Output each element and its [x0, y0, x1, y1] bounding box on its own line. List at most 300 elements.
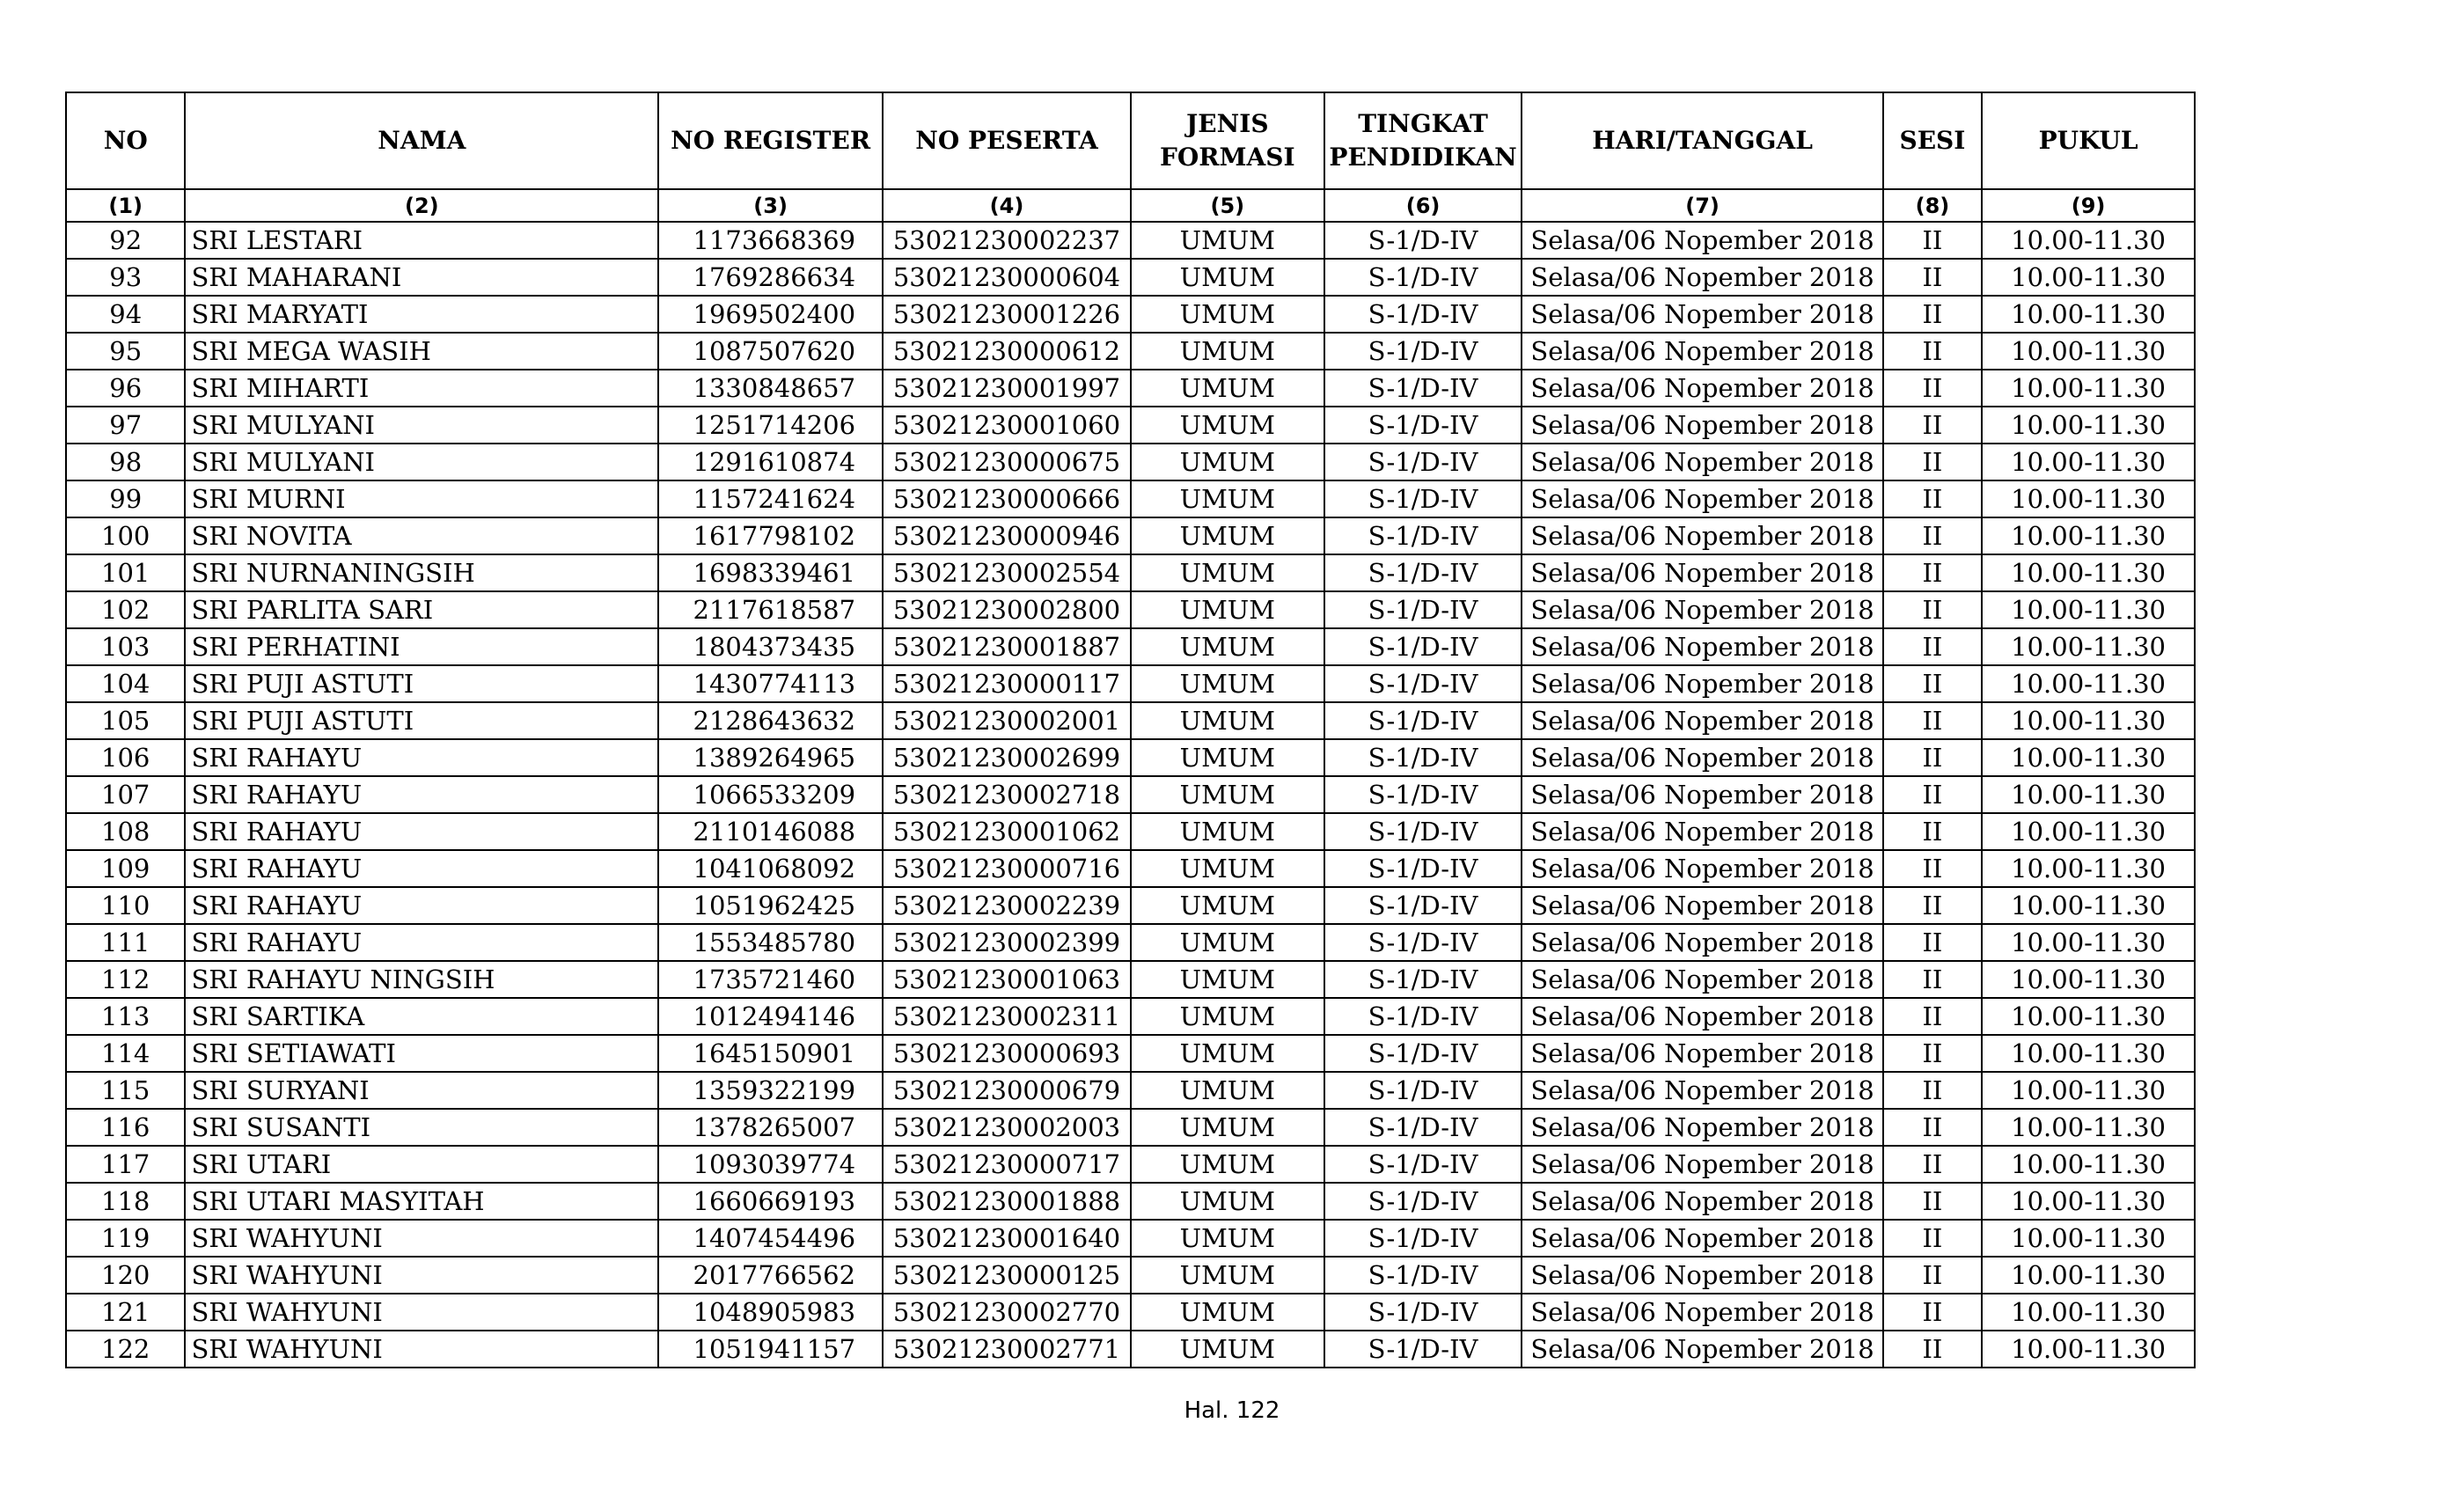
cell-no: 122 — [66, 1331, 185, 1368]
table-row — [66, 591, 2195, 628]
cell-sesi: II — [1883, 296, 1982, 333]
cell-nama: SRI PUJI ASTUTI — [185, 702, 658, 739]
cell-pukul: 10.00-11.30 — [1982, 739, 2195, 776]
column-number: (2) — [185, 189, 658, 222]
cell-hari-tanggal: Selasa/06 Nopember 2018 — [1522, 1072, 1882, 1109]
cell-sesi: II — [1883, 1220, 1982, 1257]
cell-no-peserta: 53021230002800 — [883, 591, 1131, 628]
cell-tingkat-pendidikan: S-1/D-IV — [1324, 1220, 1522, 1257]
cell-jenis-formasi: UMUM — [1131, 444, 1324, 480]
cell-jenis-formasi: UMUM — [1131, 1331, 1324, 1368]
cell-no: 107 — [66, 776, 185, 813]
cell-hari-tanggal: Selasa/06 Nopember 2018 — [1522, 370, 1882, 407]
cell-no: 104 — [66, 665, 185, 702]
cell-hari-tanggal: Selasa/06 Nopember 2018 — [1522, 628, 1882, 665]
cell-tingkat-pendidikan: S-1/D-IV — [1324, 1035, 1522, 1072]
cell-hari-tanggal: Selasa/06 Nopember 2018 — [1522, 1294, 1882, 1331]
cell-no: 97 — [66, 407, 185, 444]
column-number: (6) — [1324, 189, 1522, 222]
cell-pukul: 10.00-11.30 — [1982, 1257, 2195, 1294]
cell-nama: SRI PARLITA SARI — [185, 591, 658, 628]
cell-jenis-formasi: UMUM — [1131, 1035, 1324, 1072]
cell-tingkat-pendidikan: S-1/D-IV — [1324, 222, 1522, 259]
cell-nama: SRI RAHAYU — [185, 813, 658, 850]
table-row — [66, 296, 2195, 333]
cell-tingkat-pendidikan: S-1/D-IV — [1324, 1294, 1522, 1331]
header-no-register: NO REGISTER — [658, 92, 883, 189]
table-row — [66, 1220, 2195, 1257]
cell-jenis-formasi: UMUM — [1131, 591, 1324, 628]
cell-sesi: II — [1883, 998, 1982, 1035]
cell-no-peserta: 53021230001997 — [883, 370, 1131, 407]
header-row — [66, 92, 2195, 189]
cell-nama: SRI RAHAYU NINGSIH — [185, 961, 658, 998]
participant-schedule-table — [65, 92, 2196, 1368]
cell-tingkat-pendidikan: S-1/D-IV — [1324, 407, 1522, 444]
cell-no: 121 — [66, 1294, 185, 1331]
cell-hari-tanggal: Selasa/06 Nopember 2018 — [1522, 407, 1882, 444]
cell-hari-tanggal: Selasa/06 Nopember 2018 — [1522, 813, 1882, 850]
cell-no: 119 — [66, 1220, 185, 1257]
header-hari-tanggal: HARI/TANGGAL — [1522, 92, 1882, 189]
table-row — [66, 1072, 2195, 1109]
cell-sesi: II — [1883, 1035, 1982, 1072]
cell-no-register: 2117618587 — [658, 591, 883, 628]
cell-no-register: 1066533209 — [658, 776, 883, 813]
cell-no: 95 — [66, 333, 185, 370]
cell-hari-tanggal: Selasa/06 Nopember 2018 — [1522, 1220, 1882, 1257]
cell-no-register: 1698339461 — [658, 554, 883, 591]
cell-jenis-formasi: UMUM — [1131, 850, 1324, 887]
cell-no-peserta: 53021230000666 — [883, 480, 1131, 517]
cell-no-register: 1093039774 — [658, 1146, 883, 1183]
cell-sesi: II — [1883, 480, 1982, 517]
cell-no-register: 1407454496 — [658, 1220, 883, 1257]
cell-no-peserta: 53021230002399 — [883, 924, 1131, 961]
header-tingkat-pendidikan: TINGKAT PENDIDIKAN — [1324, 92, 1522, 189]
cell-tingkat-pendidikan: S-1/D-IV — [1324, 554, 1522, 591]
cell-pukul: 10.00-11.30 — [1982, 1220, 2195, 1257]
cell-no: 120 — [66, 1257, 185, 1294]
cell-no-peserta: 53021230001888 — [883, 1183, 1131, 1220]
cell-tingkat-pendidikan: S-1/D-IV — [1324, 1146, 1522, 1183]
cell-jenis-formasi: UMUM — [1131, 296, 1324, 333]
cell-hari-tanggal: Selasa/06 Nopember 2018 — [1522, 850, 1882, 887]
cell-jenis-formasi: UMUM — [1131, 998, 1324, 1035]
cell-no: 108 — [66, 813, 185, 850]
cell-no-register: 2110146088 — [658, 813, 883, 850]
cell-tingkat-pendidikan: S-1/D-IV — [1324, 850, 1522, 887]
cell-pukul: 10.00-11.30 — [1982, 370, 2195, 407]
cell-no-register: 1048905983 — [658, 1294, 883, 1331]
cell-nama: SRI MULYANI — [185, 407, 658, 444]
cell-jenis-formasi: UMUM — [1131, 1257, 1324, 1294]
cell-jenis-formasi: UMUM — [1131, 1183, 1324, 1220]
cell-no: 103 — [66, 628, 185, 665]
cell-pukul: 10.00-11.30 — [1982, 444, 2195, 480]
cell-no-peserta: 53021230001640 — [883, 1220, 1131, 1257]
cell-nama: SRI MEGA WASIH — [185, 333, 658, 370]
table-row — [66, 887, 2195, 924]
cell-jenis-formasi: UMUM — [1131, 333, 1324, 370]
cell-no-peserta: 53021230002770 — [883, 1294, 1131, 1331]
cell-hari-tanggal: Selasa/06 Nopember 2018 — [1522, 739, 1882, 776]
cell-hari-tanggal: Selasa/06 Nopember 2018 — [1522, 924, 1882, 961]
cell-tingkat-pendidikan: S-1/D-IV — [1324, 333, 1522, 370]
cell-pukul: 10.00-11.30 — [1982, 1035, 2195, 1072]
cell-no-peserta: 53021230000717 — [883, 1146, 1131, 1183]
cell-hari-tanggal: Selasa/06 Nopember 2018 — [1522, 1331, 1882, 1368]
cell-tingkat-pendidikan: S-1/D-IV — [1324, 961, 1522, 998]
table-row — [66, 259, 2195, 296]
cell-no-register: 2017766562 — [658, 1257, 883, 1294]
header-no-peserta: NO PESERTA — [883, 92, 1131, 189]
column-number: (4) — [883, 189, 1131, 222]
cell-no-peserta: 53021230001060 — [883, 407, 1131, 444]
cell-sesi: II — [1883, 370, 1982, 407]
cell-no: 92 — [66, 222, 185, 259]
cell-nama: SRI WAHYUNI — [185, 1294, 658, 1331]
cell-no: 113 — [66, 998, 185, 1035]
cell-no-register: 1157241624 — [658, 480, 883, 517]
cell-no-peserta: 53021230002003 — [883, 1109, 1131, 1146]
cell-nama: SRI NOVITA — [185, 517, 658, 554]
cell-nama: SRI WAHYUNI — [185, 1257, 658, 1294]
cell-sesi: II — [1883, 776, 1982, 813]
cell-no-peserta: 53021230002001 — [883, 702, 1131, 739]
cell-no-register: 1735721460 — [658, 961, 883, 998]
column-number: (7) — [1522, 189, 1882, 222]
cell-sesi: II — [1883, 887, 1982, 924]
cell-nama: SRI SARTIKA — [185, 998, 658, 1035]
cell-tingkat-pendidikan: S-1/D-IV — [1324, 1109, 1522, 1146]
cell-jenis-formasi: UMUM — [1131, 1220, 1324, 1257]
cell-hari-tanggal: Selasa/06 Nopember 2018 — [1522, 480, 1882, 517]
cell-no-peserta: 53021230001887 — [883, 628, 1131, 665]
cell-nama: SRI LESTARI — [185, 222, 658, 259]
cell-jenis-formasi: UMUM — [1131, 407, 1324, 444]
table-row — [66, 333, 2195, 370]
cell-hari-tanggal: Selasa/06 Nopember 2018 — [1522, 665, 1882, 702]
cell-no: 99 — [66, 480, 185, 517]
cell-nama: SRI MURNI — [185, 480, 658, 517]
header-nama: NAMA — [185, 92, 658, 189]
cell-hari-tanggal: Selasa/06 Nopember 2018 — [1522, 333, 1882, 370]
cell-tingkat-pendidikan: S-1/D-IV — [1324, 444, 1522, 480]
cell-pukul: 10.00-11.30 — [1982, 1109, 2195, 1146]
cell-pukul: 10.00-11.30 — [1982, 776, 2195, 813]
cell-tingkat-pendidikan: S-1/D-IV — [1324, 259, 1522, 296]
table-row — [66, 628, 2195, 665]
cell-no: 94 — [66, 296, 185, 333]
cell-sesi: II — [1883, 407, 1982, 444]
table-row — [66, 1331, 2195, 1368]
cell-sesi: II — [1883, 961, 1982, 998]
cell-sesi: II — [1883, 259, 1982, 296]
table-row — [66, 370, 2195, 407]
cell-pukul: 10.00-11.30 — [1982, 961, 2195, 998]
table-row — [66, 998, 2195, 1035]
cell-nama: SRI RAHAYU — [185, 850, 658, 887]
cell-tingkat-pendidikan: S-1/D-IV — [1324, 480, 1522, 517]
table-row — [66, 961, 2195, 998]
cell-pukul: 10.00-11.30 — [1982, 924, 2195, 961]
cell-nama: SRI MARYATI — [185, 296, 658, 333]
cell-nama: SRI RAHAYU — [185, 887, 658, 924]
cell-no-register: 1430774113 — [658, 665, 883, 702]
cell-no-peserta: 53021230002237 — [883, 222, 1131, 259]
cell-no-register: 1041068092 — [658, 850, 883, 887]
cell-pukul: 10.00-11.30 — [1982, 222, 2195, 259]
cell-pukul: 10.00-11.30 — [1982, 1072, 2195, 1109]
cell-jenis-formasi: UMUM — [1131, 813, 1324, 850]
cell-hari-tanggal: Selasa/06 Nopember 2018 — [1522, 1035, 1882, 1072]
table-body — [66, 222, 2195, 1368]
cell-hari-tanggal: Selasa/06 Nopember 2018 — [1522, 961, 1882, 998]
cell-no-register: 1553485780 — [658, 924, 883, 961]
cell-no: 116 — [66, 1109, 185, 1146]
cell-pukul: 10.00-11.30 — [1982, 333, 2195, 370]
cell-hari-tanggal: Selasa/06 Nopember 2018 — [1522, 517, 1882, 554]
cell-pukul: 10.00-11.30 — [1982, 1146, 2195, 1183]
cell-hari-tanggal: Selasa/06 Nopember 2018 — [1522, 887, 1882, 924]
cell-nama: SRI RAHAYU — [185, 739, 658, 776]
cell-pukul: 10.00-11.30 — [1982, 480, 2195, 517]
cell-jenis-formasi: UMUM — [1131, 739, 1324, 776]
cell-no: 118 — [66, 1183, 185, 1220]
cell-no-register: 2128643632 — [658, 702, 883, 739]
cell-no-peserta: 53021230000125 — [883, 1257, 1131, 1294]
cell-nama: SRI SETIAWATI — [185, 1035, 658, 1072]
cell-sesi: II — [1883, 1109, 1982, 1146]
cell-tingkat-pendidikan: S-1/D-IV — [1324, 1183, 1522, 1220]
table-row — [66, 739, 2195, 776]
cell-nama: SRI WAHYUNI — [185, 1331, 658, 1368]
cell-no-register: 1769286634 — [658, 259, 883, 296]
cell-jenis-formasi: UMUM — [1131, 370, 1324, 407]
cell-tingkat-pendidikan: S-1/D-IV — [1324, 517, 1522, 554]
cell-no-register: 1051962425 — [658, 887, 883, 924]
cell-nama: SRI WAHYUNI — [185, 1220, 658, 1257]
cell-no-register: 1251714206 — [658, 407, 883, 444]
cell-pukul: 10.00-11.30 — [1982, 407, 2195, 444]
cell-no-peserta: 53021230002718 — [883, 776, 1131, 813]
cell-sesi: II — [1883, 813, 1982, 850]
cell-no-peserta: 53021230000612 — [883, 333, 1131, 370]
cell-sesi: II — [1883, 850, 1982, 887]
column-number-row — [66, 189, 2195, 222]
table-row — [66, 665, 2195, 702]
cell-tingkat-pendidikan: S-1/D-IV — [1324, 739, 1522, 776]
cell-sesi: II — [1883, 591, 1982, 628]
cell-nama: SRI SUSANTI — [185, 1109, 658, 1146]
table-row — [66, 1035, 2195, 1072]
cell-sesi: II — [1883, 1257, 1982, 1294]
cell-hari-tanggal: Selasa/06 Nopember 2018 — [1522, 591, 1882, 628]
cell-sesi: II — [1883, 1072, 1982, 1109]
cell-no: 112 — [66, 961, 185, 998]
cell-no: 117 — [66, 1146, 185, 1183]
cell-tingkat-pendidikan: S-1/D-IV — [1324, 776, 1522, 813]
cell-jenis-formasi: UMUM — [1131, 887, 1324, 924]
cell-jenis-formasi: UMUM — [1131, 222, 1324, 259]
cell-hari-tanggal: Selasa/06 Nopember 2018 — [1522, 554, 1882, 591]
cell-sesi: II — [1883, 444, 1982, 480]
column-number: (5) — [1131, 189, 1324, 222]
header-pukul: PUKUL — [1982, 92, 2195, 189]
cell-tingkat-pendidikan: S-1/D-IV — [1324, 813, 1522, 850]
table-row — [66, 444, 2195, 480]
cell-pukul: 10.00-11.30 — [1982, 813, 2195, 850]
cell-sesi: II — [1883, 924, 1982, 961]
cell-sesi: II — [1883, 739, 1982, 776]
table-row — [66, 1294, 2195, 1331]
cell-no-register: 1051941157 — [658, 1331, 883, 1368]
cell-jenis-formasi: UMUM — [1131, 1109, 1324, 1146]
cell-sesi: II — [1883, 222, 1982, 259]
cell-pukul: 10.00-11.30 — [1982, 850, 2195, 887]
cell-nama: SRI NURNANINGSIH — [185, 554, 658, 591]
cell-sesi: II — [1883, 1331, 1982, 1368]
page-number: Hal. 122 — [1184, 1397, 1280, 1424]
cell-tingkat-pendidikan: S-1/D-IV — [1324, 924, 1522, 961]
cell-no: 111 — [66, 924, 185, 961]
cell-nama: SRI UTARI MASYITAH — [185, 1183, 658, 1220]
cell-hari-tanggal: Selasa/06 Nopember 2018 — [1522, 259, 1882, 296]
cell-nama: SRI MIHARTI — [185, 370, 658, 407]
cell-no-register: 1291610874 — [658, 444, 883, 480]
cell-no: 110 — [66, 887, 185, 924]
header-no: NO — [66, 92, 185, 189]
cell-no-peserta: 53021230002699 — [883, 739, 1131, 776]
cell-no-register: 1330848657 — [658, 370, 883, 407]
cell-pukul: 10.00-11.30 — [1982, 702, 2195, 739]
table-row — [66, 1146, 2195, 1183]
cell-no-register: 1389264965 — [658, 739, 883, 776]
cell-no-register: 1645150901 — [658, 1035, 883, 1072]
cell-hari-tanggal: Selasa/06 Nopember 2018 — [1522, 444, 1882, 480]
cell-jenis-formasi: UMUM — [1131, 961, 1324, 998]
cell-sesi: II — [1883, 665, 1982, 702]
cell-no-register: 1969502400 — [658, 296, 883, 333]
header-jenis-formasi: JENIS FORMASI — [1131, 92, 1324, 189]
table-row — [66, 702, 2195, 739]
cell-jenis-formasi: UMUM — [1131, 1294, 1324, 1331]
cell-no: 100 — [66, 517, 185, 554]
cell-pukul: 10.00-11.30 — [1982, 665, 2195, 702]
cell-jenis-formasi: UMUM — [1131, 554, 1324, 591]
cell-pukul: 10.00-11.30 — [1982, 1183, 2195, 1220]
cell-no-peserta: 53021230000675 — [883, 444, 1131, 480]
cell-no-register: 1660669193 — [658, 1183, 883, 1220]
cell-hari-tanggal: Selasa/06 Nopember 2018 — [1522, 1146, 1882, 1183]
cell-jenis-formasi: UMUM — [1131, 702, 1324, 739]
cell-no-peserta: 53021230000693 — [883, 1035, 1131, 1072]
cell-no: 106 — [66, 739, 185, 776]
cell-pukul: 10.00-11.30 — [1982, 259, 2195, 296]
table-row — [66, 924, 2195, 961]
cell-nama: SRI PUJI ASTUTI — [185, 665, 658, 702]
table-row — [66, 517, 2195, 554]
cell-no: 115 — [66, 1072, 185, 1109]
cell-no: 98 — [66, 444, 185, 480]
table-row — [66, 554, 2195, 591]
cell-jenis-formasi: UMUM — [1131, 480, 1324, 517]
table-row — [66, 813, 2195, 850]
cell-jenis-formasi: UMUM — [1131, 665, 1324, 702]
cell-no: 96 — [66, 370, 185, 407]
cell-pukul: 10.00-11.30 — [1982, 517, 2195, 554]
cell-no-peserta: 53021230000716 — [883, 850, 1131, 887]
column-number: (8) — [1883, 189, 1982, 222]
cell-hari-tanggal: Selasa/06 Nopember 2018 — [1522, 702, 1882, 739]
cell-jenis-formasi: UMUM — [1131, 1146, 1324, 1183]
table-row — [66, 850, 2195, 887]
cell-pukul: 10.00-11.30 — [1982, 887, 2195, 924]
cell-tingkat-pendidikan: S-1/D-IV — [1324, 998, 1522, 1035]
cell-nama: SRI RAHAYU — [185, 924, 658, 961]
table-row — [66, 480, 2195, 517]
cell-no-register: 1378265007 — [658, 1109, 883, 1146]
cell-no-peserta: 53021230000117 — [883, 665, 1131, 702]
cell-jenis-formasi: UMUM — [1131, 628, 1324, 665]
table-row — [66, 1183, 2195, 1220]
cell-nama: SRI MAHARANI — [185, 259, 658, 296]
cell-pukul: 10.00-11.30 — [1982, 591, 2195, 628]
cell-sesi: II — [1883, 1146, 1982, 1183]
cell-hari-tanggal: Selasa/06 Nopember 2018 — [1522, 1109, 1882, 1146]
cell-sesi: II — [1883, 1294, 1982, 1331]
cell-jenis-formasi: UMUM — [1131, 1072, 1324, 1109]
cell-tingkat-pendidikan: S-1/D-IV — [1324, 1257, 1522, 1294]
cell-tingkat-pendidikan: S-1/D-IV — [1324, 628, 1522, 665]
cell-tingkat-pendidikan: S-1/D-IV — [1324, 370, 1522, 407]
cell-tingkat-pendidikan: S-1/D-IV — [1324, 702, 1522, 739]
cell-sesi: II — [1883, 628, 1982, 665]
cell-pukul: 10.00-11.30 — [1982, 554, 2195, 591]
cell-no-peserta: 53021230000679 — [883, 1072, 1131, 1109]
cell-tingkat-pendidikan: S-1/D-IV — [1324, 1072, 1522, 1109]
cell-jenis-formasi: UMUM — [1131, 924, 1324, 961]
cell-no: 114 — [66, 1035, 185, 1072]
cell-pukul: 10.00-11.30 — [1982, 998, 2195, 1035]
cell-hari-tanggal: Selasa/06 Nopember 2018 — [1522, 296, 1882, 333]
cell-no-peserta: 53021230001063 — [883, 961, 1131, 998]
table-row — [66, 1109, 2195, 1146]
table-row — [66, 222, 2195, 259]
cell-pukul: 10.00-11.30 — [1982, 628, 2195, 665]
cell-hari-tanggal: Selasa/06 Nopember 2018 — [1522, 222, 1882, 259]
cell-no-register: 1173668369 — [658, 222, 883, 259]
cell-no-peserta: 53021230002554 — [883, 554, 1131, 591]
cell-no-register: 1617798102 — [658, 517, 883, 554]
column-number: (9) — [1982, 189, 2195, 222]
cell-hari-tanggal: Selasa/06 Nopember 2018 — [1522, 998, 1882, 1035]
column-number: (1) — [66, 189, 185, 222]
cell-nama: SRI SURYANI — [185, 1072, 658, 1109]
cell-no-peserta: 53021230001226 — [883, 296, 1131, 333]
table-row — [66, 407, 2195, 444]
cell-jenis-formasi: UMUM — [1131, 259, 1324, 296]
cell-no-peserta: 53021230002239 — [883, 887, 1131, 924]
cell-sesi: II — [1883, 517, 1982, 554]
cell-no-peserta: 53021230000604 — [883, 259, 1131, 296]
cell-pukul: 10.00-11.30 — [1982, 1294, 2195, 1331]
cell-no-register: 1012494146 — [658, 998, 883, 1035]
cell-tingkat-pendidikan: S-1/D-IV — [1324, 1331, 1522, 1368]
cell-hari-tanggal: Selasa/06 Nopember 2018 — [1522, 1183, 1882, 1220]
cell-tingkat-pendidikan: S-1/D-IV — [1324, 296, 1522, 333]
